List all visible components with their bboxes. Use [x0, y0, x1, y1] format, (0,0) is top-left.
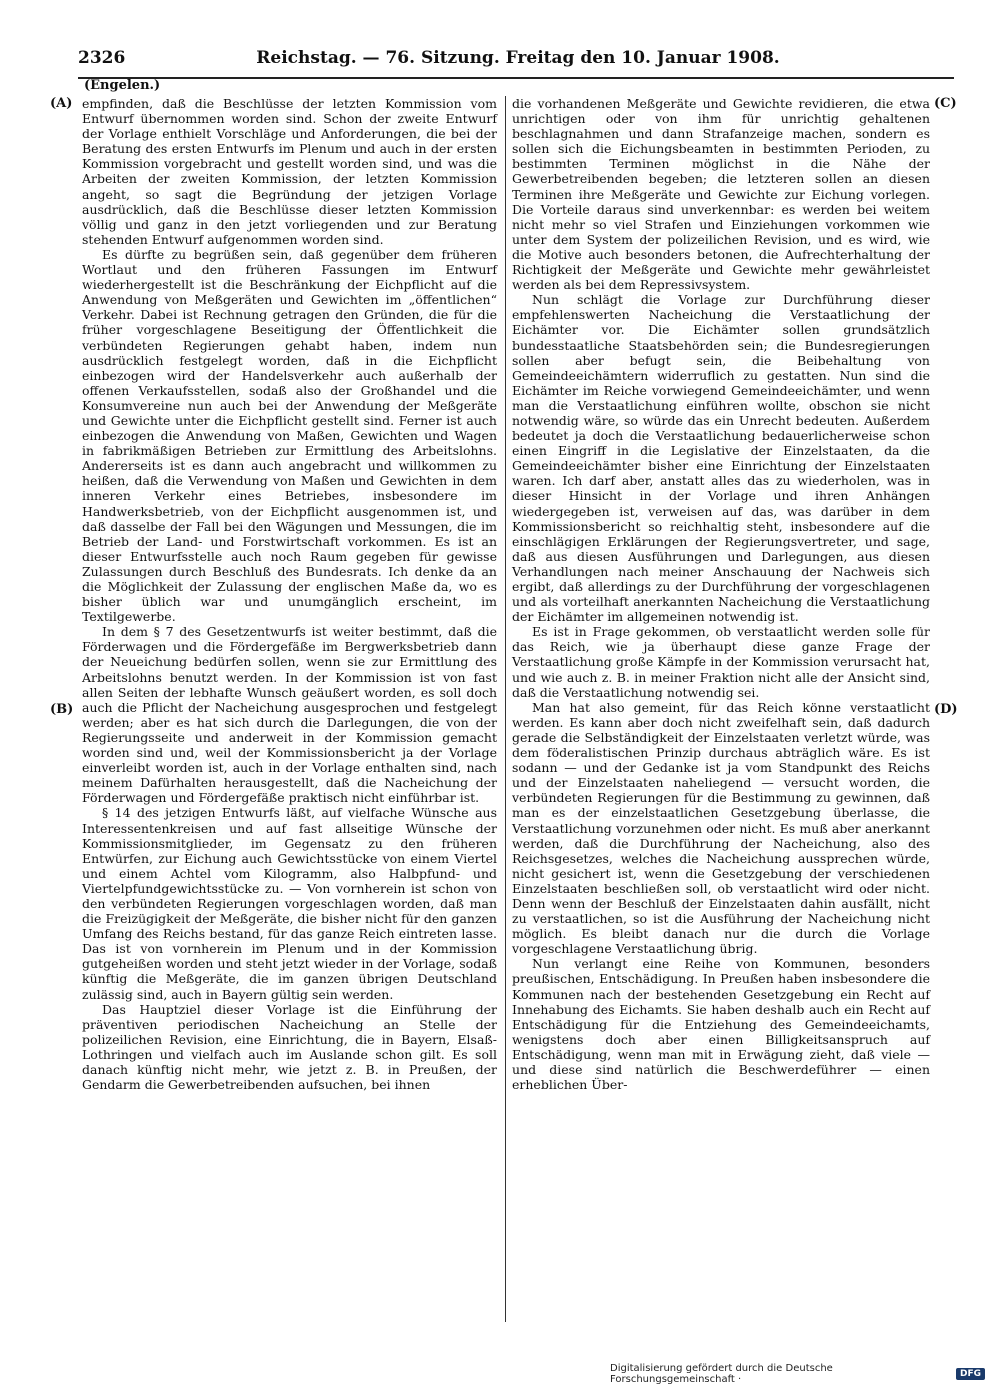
- page-number: 2326: [78, 48, 126, 68]
- paragraph: Nun schlägt die Vorlage zur Durchführung dieser empfehlenswerten Nacheichung die Verstaatlichung der Eichämter vor. Die Eichämter sollen grundsätzlich bundesstaatliche Staatsbehörden sein; die Bundesregierungen sollen aber befugt sein, die Beibehaltung von Gemeindeeichämtern widerruflich zu gestatten. Nun sind die Eichämter im Reiche vorwiegend Gemeindeeichämter, und wenn man die Verstaatlichung einführen wollte, obschon sie nicht notwendig wäre, so würde das ein Unrecht bedeuten. Außerdem bedeutet ja doch die Verstaatlichung bedauerlicherweise schon einen Eingriff in die Legislative der Einzelstaaten, da die Gemeindeeichämter bisher eine Einrichtung der Einzelstaaten waren. Ich darf aber, anstatt alles das zu wiederholen, was in dieser Hinsicht in der Vorlage und ihren Anhängen wiedergegeben ist, verweisen auf das, was darüber in dem Kommissionsbericht so reichhaltig steht, insbesondere auf die einschlägigen Erklärungen der Regierungsvertreter, und sage, daß aus diesen Ausführungen und Darlegungen, aus diesen Verhandlungen nach meiner Anschauung der Nachweis sich ergibt, daß allerdings zu der Durchführung der vorgeschlagenen und als vorteilhaft anerkannten Nacheichung die Verstaatlichung der Eichämter im allgemeinen notwendig ist.: [512, 292, 930, 625]
- footer-text: Digitalisierung gefördert durch die Deutsche Forschungsgemeinschaft ·: [610, 1363, 833, 1385]
- paragraph: Es ist in Frage gekommen, ob verstaatlicht werden solle für das Reich, wie ja überhaupt diese ganze Frage der Verstaatlichung große Kämpfe in der Kommission verursacht hat, und wie auch z. B. in meiner Fraktion nicht alle der Ansicht sind, daß die Verstaatlichung notwendig sei.: [512, 624, 930, 700]
- margin-marker-b: (B): [50, 702, 74, 717]
- paragraph: Es dürfte zu begrüßen sein, daß gegenüber dem früheren Wortlaut und den früheren Fassungen im Entwurf wiederhergestellt ist die Beschränkung der Eichpflicht auf die Anwendung von Meßgeräten und Gewichten im „öffentlichen“ Verkehr. Dabei ist Rechnung getragen den Gründen, die für die früher vorgeschlagene Beseitigung der Öffentlichkeit die verbündeten Regierungen gehabt haben, indem nun ausdrücklich festgelegt worden, daß in die Eichpflicht einbezogen wird der Handelsverkehr auch außerhalb der offenen Verkaufsstellen, sodaß also der Großhandel und die Konsumvereine nun auch bei der Anwendung der Meßgeräte und Gewichte unter die Eichpflicht gestellt sind. Ferner ist auch einbezogen die Anwendung von Maßen, Gewichten und Wagen in fabrikmäßigen Betrieben zur Ermittlung des Arbeitslohns. Andererseits ist es dann auch angebracht und willkommen zu heißen, daß die Verwendung von Maßen und Gewichten in dem inneren Verkehr eines Betriebes, insbesondere im Handwerksbetrieb, von der Eichpflicht ausgenommen ist, und daß dasselbe der Fall bei den Wägungen und Messungen, die im Betrieb der Land- und Forstwirtschaft vorkommen. Es ist an dieser Entwurfsstelle auch noch Raum gegeben für gewisse Zulassungen durch Beschluß des Bundesrats. Ich denke da an die Möglichkeit der Zulassung der englischen Maße da, wo es bisher üblich war und unumgänglich erscheint, im Textilgewerbe.: [82, 246, 497, 625]
- paragraph: In dem § 7 des Gesetzentwurfs ist weiter bestimmt, daß die Förderwagen und die Fördergefäße im Bergwerksbetrieb dann der Neueichung bedürfen sollen, wenn sie zur Ermittlung des Arbeitslohns benutzt werden. In der Kommission ist von fast allen Seiten der lebhafte Wunsch geäußert worden, es soll doch auch die Pflicht der Nacheichung ausgesprochen und festgelegt werden; aber es hat sich durch die Darlegungen, die von der Regierungsseite und anderweit in der Kommission gemacht worden sind und, weil der Kommissionsbericht ja der Vorlage einverleibt worden ist, auch in der Vorlage enthalten sind, nach meinem Dafürhalten herausgestellt, daß die Nacheichung der Förderwagen und Fördergefäße praktisch nicht einführbar ist.: [82, 624, 497, 806]
- left-column: [82, 96, 497, 1092]
- column-divider: [505, 96, 506, 1322]
- header-rule: [78, 77, 954, 79]
- page-header: [78, 48, 958, 72]
- paragraph: Das Hauptziel dieser Vorlage ist die Einführung der präventiven periodischen Nacheichung an Stelle der polizeilichen Revision, eine Einrichtung, die in Bayern, Elsaß-Lothringen und vielfach auch im Auslande schon gilt. Es soll danach künftig nicht mehr, wie jetzt z. B. in Preußen, der Gendarm die Gewerbetreibenden aufsuchen, bei ihnen: [82, 1001, 497, 1093]
- paragraph: die vorhandenen Meßgeräte und Gewichte revidieren, die etwa unrichtigen oder von ihm für unrichtig gehaltenen beschlagnahmen und dann Strafanzeige machen, sondern es sollen sich die Eichungsbeamten in bestimmten Perioden, zu bestimmten Terminen möglichst in die Nähe der Gewerbetreibenden begeben; die letzteren sollen an diesen Terminen ihre Meßgeräte und Gewichte zur Eichung vorlegen. Die Vorteile daraus sind unverkennbar: es werden bei weitem nicht mehr so viel Strafen und Einziehungen vorkommen wie unter dem System der polizeilichen Revision, und es wird, wie die Motive auch besonders betonen, die Aufrechterhaltung der Richtigkeit der Meßgeräte und Gewichte mehr gewährleistet werden als bei dem Repressivsystem.: [512, 96, 930, 293]
- paragraph: empfinden, daß die Beschlüsse der letzten Kommission vom Entwurf übernommen worden sind. Schon der zweite Entwurf der Vorlage enthielt Vorschläge und Anforderungen, die bei der Beratung des ersten Entwurfs im Plenum und auch in der ersten Kommission vorgebracht und gestellt worden sind, und was die Arbeiten der zweiten Kommission, der letzten Kommission angeht, so sagt die Begründung der jetzigen Vorlage ausdrücklich, daß die Beschlüsse dieser letzten Kommission völlig und ganz in den jetzt vorliegenden und zur Beratung stehenden Entwurf aufgenommen worden sind.: [82, 96, 497, 247]
- paragraph: Nun verlangt eine Reihe von Kommunen, besonders preußischen, Entschädigung. In Preußen haben insbesondere die Kommunen nach der bestehenden Gesetzgebung ein Recht auf Innehabung des Eichamts. Sie haben deshalb auch ein Recht auf Entschädigung für die Entziehung des Gemeindeeichamts, wenigstens doch aber einen Billigkeitsanspruch auf Entschädigung, wenn man mit in Erwägung zieht, daß viele — und diese sind natürlich die Beschwerdeführer — einen erheblichen Über-: [512, 956, 930, 1093]
- speaker-label: (Engelen.): [84, 78, 161, 93]
- margin-marker-d: (D): [934, 702, 958, 717]
- digitization-footer: [610, 1363, 985, 1385]
- margin-marker-a: (A): [50, 96, 73, 111]
- page-title: Reichstag. — 76. Sitzung. Freitag den 10. Januar 1908.: [256, 48, 780, 68]
- dfg-logo: DFG: [956, 1368, 985, 1380]
- paragraph: Man hat also gemeint, für das Reich könne verstaatlicht werden. Es kann aber doch nicht zweifelhaft sein, daß dadurch gerade die Selbständigkeit der Einzelstaaten verletzt würde, was dem föderalistischen Prinzip durchaus abträglich wäre. Es ist sodann — und der Gedanke ist ja vom Standpunkt des Reichs und der Einzelstaaten naheliegend — versucht worden, die verbündeten Regierungen für die Bestimmung zu gewinnen, daß man es der einzelstaatlichen Gesetzgebung überlasse, die Verstaatlichung vorzunehmen oder nicht. Es muß aber anerkannt werden, daß die Durchführung der Nacheichung, also des Reichsgesetzes, welches die Nacheichung aussprechen würde, nicht gesichert ist, wenn die Gesetzgebung der verschiedenen Einzelstaaten beschließen soll, ob verstaatlicht wird oder nicht. Denn wenn der Beschluß der Einzelstaaten dahin ausfällt, nicht zu verstaatlichen, so ist die Ausführung der Nacheichung nicht möglich. Es bleibt danach nur die durch die Vorlage vorgeschlagene Verstaatlichung übrig.: [512, 699, 930, 957]
- right-column: [512, 96, 930, 1092]
- paragraph: § 14 des jetzigen Entwurfs läßt, auf vielfache Wünsche aus Interessentenkreisen und auf fast allseitige Wünsche der Kommissionsmitglieder, im Gegensatz zu den früheren Entwürfen, zur Eichung auch Gewichtsstücke von einem Viertel und einem Achtel vom Kilogramm, also Halbpfund- und Viertelpfundgewichtsstücke zu. — Von vornherein ist schon von den verbündeten Regierungen vorgeschlagen worden, daß man die Freizügigkeit der Meßgeräte, die bisher nicht für den ganzen Umfang des Reichs bestand, für das ganze Reich eintreten lasse. Das ist von vornherein im Plenum und in der Kommission gutgeheißen worden und steht jetzt wieder in der Vorlage, sodaß künftig die Meßgeräte, die im ganzen übrigen Deutschland zulässig sind, auch in Bayern gültig sein werden.: [82, 805, 497, 1002]
- margin-marker-c: (C): [934, 96, 957, 111]
